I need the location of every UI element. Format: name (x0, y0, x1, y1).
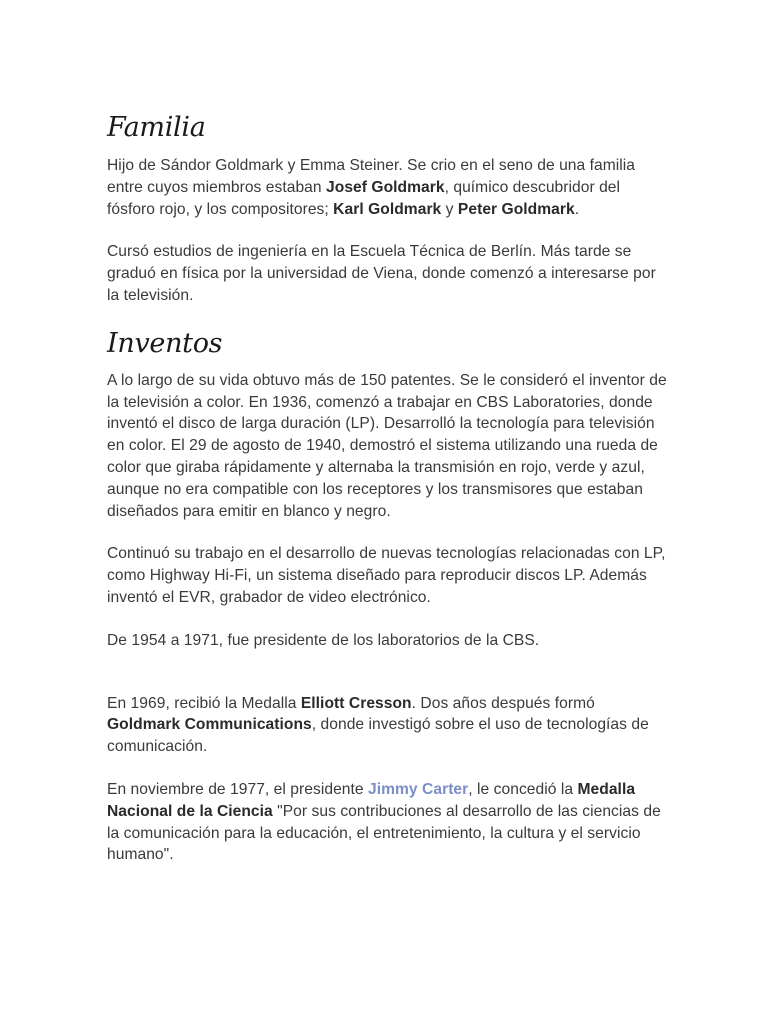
document-body (107, 110, 667, 866)
paragraph-familia-1 (107, 155, 667, 220)
bold-name-karl-goldmark: Karl Goldmark (333, 200, 442, 218)
text-segment: En 1969, recibió la Medalla (107, 694, 301, 712)
bold-name-peter-goldmark: Peter Goldmark (457, 200, 575, 218)
paragraph-inventos-1: A lo largo de su vida obtuvo más de 150 patentes. Se le consideró el inventor de la televisión a color. En 1936, comenzó a trabajar en CBS Laboratories, donde inventó el disco de larga duración (LP). Desarrolló la tecnología para televisión en color. El 29 de agosto de 1940, demostró el sistema utilizando una rueda de color que giraba rápidamente y alternaba la transmisión en rojo, verde y azul, aunque no era compatible con los receptores y los transmisores que estaban diseñados para emitir en blanco y negro. (107, 371, 667, 520)
paragraph-inventos-3: De 1954 a 1971, fue presidente de los laboratorios de la CBS. (107, 631, 540, 649)
text-segment: "Por sus contribuciones al desarrollo de las ciencias de la comunicación para la educación, el entretenimiento, la cultura y el servicio humano". (107, 802, 661, 864)
bold-name-josef-goldmark: Josef Goldmark (326, 178, 445, 196)
section-heading-familia: Familia (107, 112, 206, 143)
text-segment: Hijo de Sándor Goldmark y Emma Steiner. Se crio en el seno de una familia entre cuyos miembros estaban (107, 157, 636, 196)
bold-name-goldmark-communications: Goldmark Communications (107, 716, 312, 734)
paragraph-inventos-4 (107, 693, 667, 758)
text-segment: . (574, 200, 580, 218)
text-segment: En noviembre de 1977, el presidente (107, 780, 368, 798)
bold-name-elliott-cresson: Elliott Cresson (300, 694, 412, 712)
bold-medalla-nacional-ciencia: Medalla Nacional de la Ciencia (107, 780, 636, 820)
text-segment: , le concedió la (468, 780, 578, 798)
section-heading-inventos: Inventos (107, 327, 223, 359)
paragraph-inventos-2: Continuó su trabajo en el desarrollo de nuevas tecnologías relacionadas con LP, como Highway Hi-Fi, un sistema diseñado para reproducir discos LP. Además inventó el EVR, grabador de video electrónico. (107, 545, 666, 606)
text-segment: . Dos años después formó (411, 694, 595, 712)
link-jimmy-carter[interactable]: Jimmy Carter (368, 780, 469, 798)
text-segment: , donde investigó sobre el uso de tecnologías de comunicación. (107, 716, 649, 756)
text-segment: y (441, 200, 458, 218)
paragraph-inventos-5 (107, 779, 667, 866)
text-segment: , químico descubridor del fósforo rojo, y los compositores; (107, 178, 621, 218)
paragraph-familia-2: Cursó estudios de ingeniería en la Escuela Técnica de Berlín. Más tarde se graduó en física por la universidad de Viena, donde comenzó a interesarse por la televisión. (107, 243, 656, 304)
